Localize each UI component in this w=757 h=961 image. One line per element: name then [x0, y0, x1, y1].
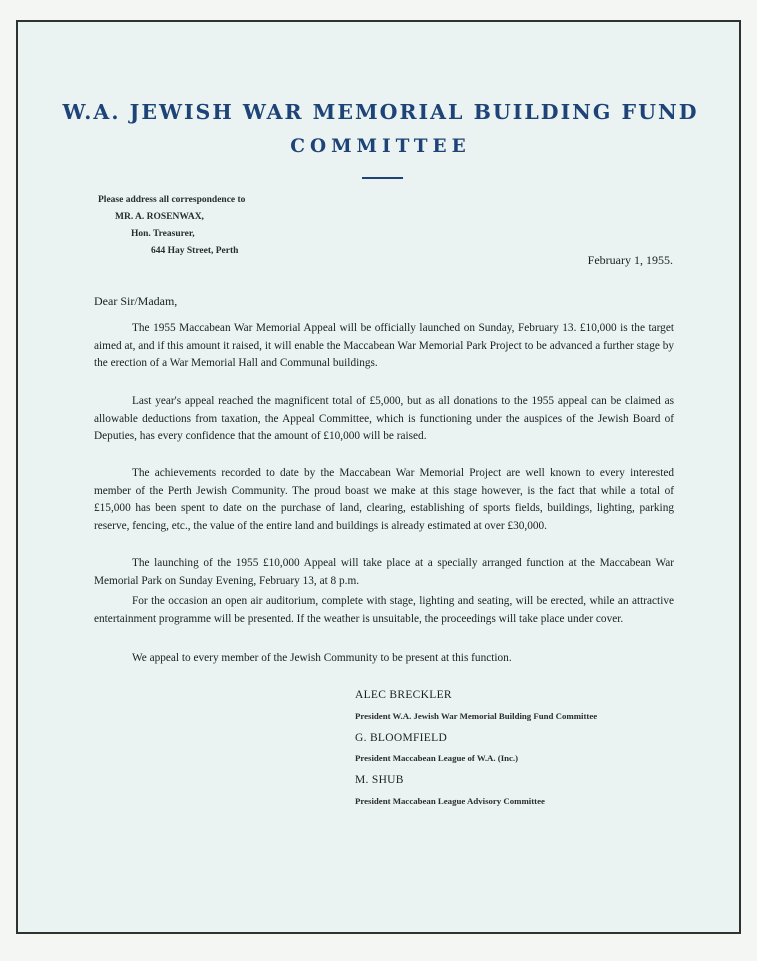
signatory-title: President Maccabean League Advisory Committee [355, 796, 545, 806]
letter-sheet [16, 20, 741, 934]
address-intro: Please address all correspondence to [98, 195, 246, 205]
signatory-title: President Maccabean League of W.A. (Inc.) [355, 753, 519, 763]
paragraph: Last year's appeal reached the magnificent total of £5,000, but as all donations to the 1955 appeal can be claimed as allowable deductions from taxation, the Appeal Committee, which is functioning under the auspices of the Jewish Board of Deputies, has every confidence that the amount of £10,000 will be raised. [94, 395, 674, 443]
signatory-name: ALEC BRECKLER [355, 689, 452, 701]
letterhead-title: W.A. JEWISH WAR MEMORIAL BUILDING FUND [62, 100, 699, 124]
signatory-name: M. SHUB [355, 774, 404, 786]
paragraph: The 1955 Maccabean War Memorial Appeal will be officially launched on Sunday, February 13. £10,000 is the target aimed at, and if this amount it raised, it will enable the Maccabean War Memorial Park Project to be advanced a further stage by the erection of a War Memorial Hall and Communal buildings. [94, 322, 674, 370]
heading-rule [362, 177, 403, 179]
signatory-name: G. BLOOMFIELD [355, 732, 448, 744]
address-name: MR. A. ROSENWAX, [115, 212, 204, 222]
paragraph: We appeal to every member of the Jewish Community to be present at this function. [132, 652, 512, 664]
paragraph: The launching of the 1955 £10,000 Appeal will take place at a specially arranged function at the Maccabean War Memorial Park on Sunday Evening, February 13, at 8 p.m. [94, 557, 674, 587]
address-street: 644 Hay Street, Perth [151, 246, 239, 256]
paragraph: For the occasion an open air auditorium, complete with stage, lighting and seating, will be erected, while an attractive entertainment programme will be presented. If the weather is unsuitable, the proceedings will take place under cover. [94, 595, 674, 625]
salutation: Dear Sir/Madam, [94, 294, 178, 308]
letter-date: February 1, 1955. [587, 253, 673, 267]
signatory-title: President W.A. Jewish War Memorial Building Fund Committee [355, 711, 598, 721]
paragraph: The achievements recorded to date by the Maccabean War Memorial Project are well known to every interested member of the Perth Jewish Community. The proud boast we make at this stage however, is the fact that while a total of £15,000 has been spent to date on the purchase of land, clearing, establishing of sports fields, buildings, lighting, parking reserve, fencing, etc., the value of the entire land and buildings is already estimated at over £30,000. [94, 467, 674, 532]
address-role: Hon. Treasurer, [131, 229, 195, 239]
letterhead-subtitle: COMMITTEE [290, 136, 471, 157]
